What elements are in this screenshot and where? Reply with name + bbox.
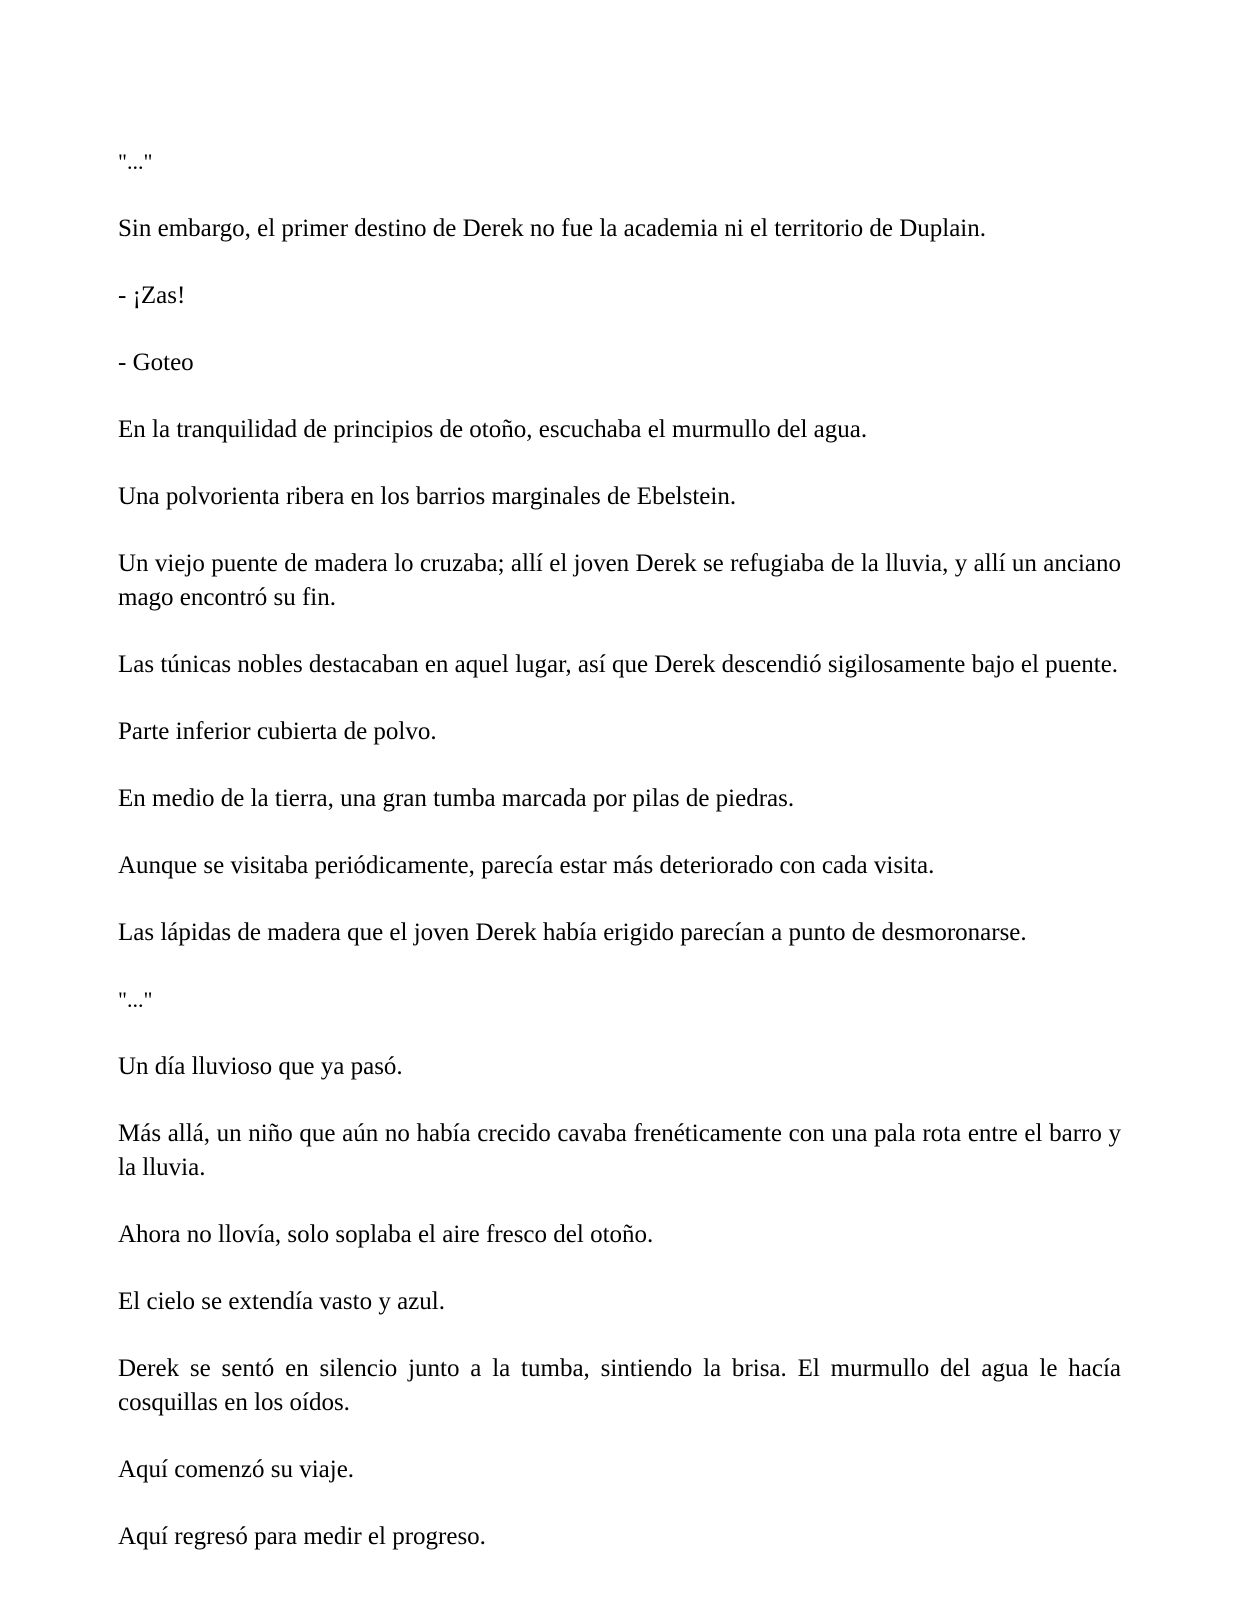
paragraph: En medio de la tierra, una gran tumba marcada por pilas de piedras.	[118, 785, 795, 812]
paragraph-ellipsis: "..."	[118, 149, 153, 174]
paragraph-sound-effect: - ¡Zas!	[118, 282, 186, 309]
paragraph: Una polvorienta ribera en los barrios marginales de Ebelstein.	[118, 483, 737, 510]
paragraph: Ahora no llovía, solo soplaba el aire fresco del otoño.	[118, 1221, 654, 1248]
paragraph: Aunque se visitaba periódicamente, parecía estar más deteriorado con cada visita.	[118, 852, 935, 879]
paragraph: El cielo se extendía vasto y azul.	[118, 1288, 445, 1315]
paragraph: Más allá, un niño que aún no había crecido cavaba frenéticamente con una pala rota entre el barro y la lluvia.	[118, 1120, 1121, 1181]
paragraph: Un día lluvioso que ya pasó.	[118, 1053, 403, 1080]
paragraph: Las túnicas nobles destacaban en aquel lugar, así que Derek descendió sigilosamente bajo el puente.	[118, 651, 1119, 678]
paragraph: Un viejo puente de madera lo cruzaba; allí el joven Derek se refugiaba de la lluvia, y allí un anciano mago encontró su fin.	[118, 550, 1121, 611]
paragraph: En la tranquilidad de principios de otoño, escuchaba el murmullo del agua.	[118, 416, 868, 443]
paragraph-ellipsis: "..."	[118, 987, 153, 1012]
paragraph: Aquí comenzó su viaje.	[118, 1456, 355, 1483]
paragraph: Sin embargo, el primer destino de Derek no fue la academia ni el territorio de Duplain.	[118, 215, 986, 242]
paragraph: Parte inferior cubierta de polvo.	[118, 718, 437, 745]
paragraph-sound-effect: - Goteo	[118, 349, 194, 376]
document-page	[118, 145, 1121, 1587]
paragraph: Las lápidas de madera que el joven Derek había erigido parecían a punto de desmoronarse.	[118, 919, 1027, 946]
paragraph: Derek se sentó en silencio junto a la tumba, sintiendo la brisa. El murmullo del agua le hacía cosquillas en los oídos.	[118, 1355, 1121, 1416]
paragraph: Aquí regresó para medir el progreso.	[118, 1523, 486, 1550]
